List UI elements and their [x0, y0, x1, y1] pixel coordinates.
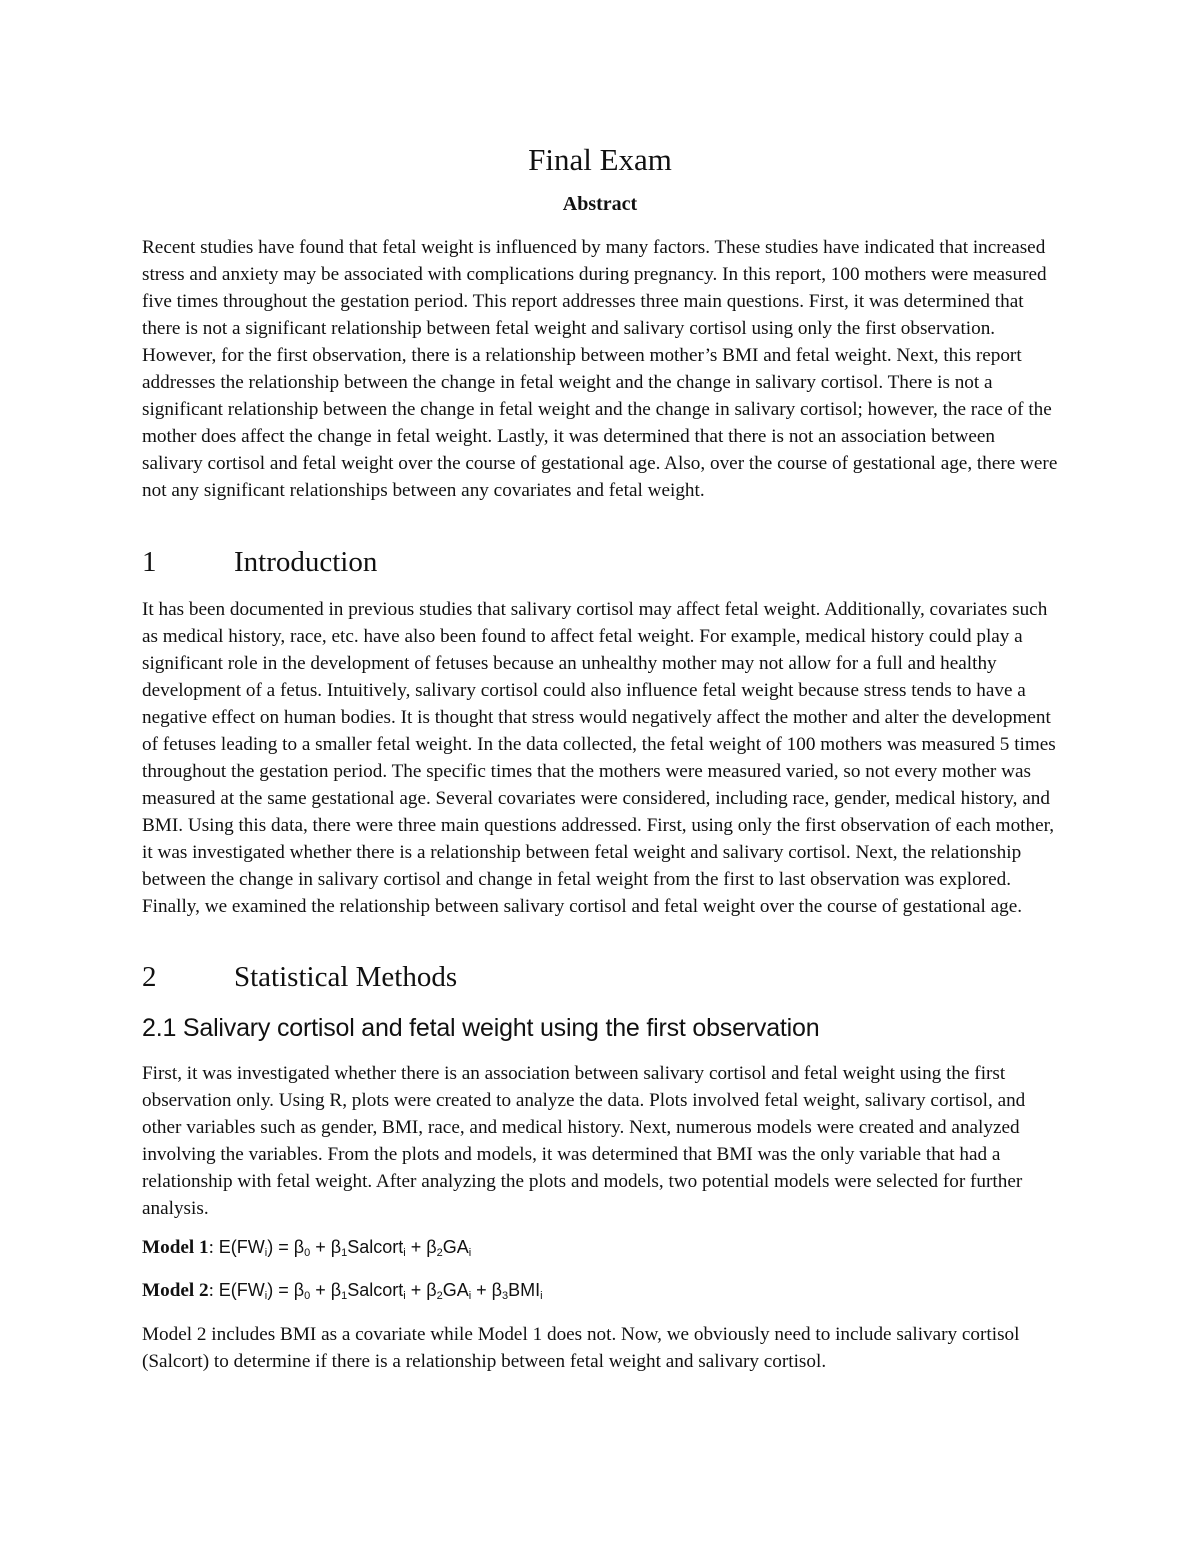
section-heading-introduction	[142, 546, 377, 579]
model-2-equation: Model 2: $E(FW_i) = \beta_0$ + $\beta_1Salcort_i + \beta_2GA_i + \beta_3BMI_i$	[142, 1280, 543, 1302]
abstract-heading: Abstract	[562, 193, 638, 215]
model-label: Model 1	[142, 1237, 209, 1258]
abstract-text: Recent studies have found that fetal weight is influenced by many factors. These studies have indicated that increased stress and anxiety may be associated with complications during pregnancy. In this report, 100 mothers were measured five times throughout the gestation period. This report addresses three main questions. First, it was determined that there is not a significant relationship between fetal weight and salivary cortisol using only the first observation. However, for the first observation, there is a relationship between mother’s BMI and fetal weight. Next, this report addresses the relationship between the change in fetal weight and the change in salivary cortisol. There is not a significant relationship between the change in fetal weight and the change in salivary cortisol; however, the race of the mother does affect the change in fetal weight. Lastly, it was determined that there is not an association between salivary cortisol and fetal weight over the course of gestational age. Also, over the course of gestational age, there were not any significant relationships between any covariates and fetal weight.	[142, 237, 1058, 501]
subsection-text: First, it was investigated whether there is an association between salivary cortisol and fetal weight using the first observation only. Using R, plots were created to analyze the data. Plots involved fetal weight, salivary cortisol, and other variables such as gender, BMI, race, and medical history. Next, numerous models were created and analyzed involving the variables. From the plots and models, it was determined that BMI was the only variable that had a relationship with fetal weight. After analyzing the plots and models, two potential models were selected for further analysis.	[142, 1063, 1026, 1219]
model-1-equation: Model 1: $E(FW_i) = \beta_0$ + $\beta_1Salcort_i + \beta_2GA_i$	[142, 1237, 472, 1259]
page-title: Final Exam	[528, 142, 672, 177]
section-number: 2	[142, 961, 157, 993]
section-title: Statistical Methods	[234, 961, 458, 993]
section-title: Introduction	[234, 546, 378, 578]
model-formula: $E(FW_i) = \beta_0$ + $\beta_1Salcort_i + \beta_2GA_i$	[218, 1237, 472, 1259]
closing-text: Model 2 includes BMI as a covariate while Model 1 does not. Now, we obviously need to include salivary cortisol (Salcort) to determine if there is a relationship between fetal weight and salivary cortisol.	[142, 1324, 1020, 1372]
model-label: Model 2	[142, 1280, 209, 1301]
section-heading-statistical-methods	[142, 961, 457, 994]
section-number: 1	[142, 546, 157, 578]
subsection-heading: 2.1 Salivary cortisol and fetal weight using the first observation	[142, 1014, 820, 1042]
introduction-text: It has been documented in previous studies that salivary cortisol may affect fetal weight. Additionally, covariates such as medical history, race, etc. have also been found to affect fetal weight. For example, medical history could play a significant role in the development of fetuses because an unhealthy mother may not allow for a full and healthy development of a fetus. Intuitively, salivary cortisol could also influence fetal weight because stress tends to have a negative effect on human bodies. It is thought that stress would negatively affect the mother and alter the development of fetuses leading to a smaller fetal weight. In the data collected, the fetal weight of 100 mothers was measured 5 times throughout the gestation period. The specific times that the mothers were measured varied, so not every mother was measured at the same gestational age. Several covariates were considered, including race, gender, medical history, and BMI. Using this data, there were three main questions addressed. First, using only the first observation of each mother, it was investigated whether there is a relationship between fetal weight and salivary cortisol. Next, the relationship between the change in salivary cortisol and change in fetal weight from the first to last observation was explored. Finally, we examined the relationship between salivary cortisol and fetal weight over the course of gestational age.	[142, 599, 1056, 917]
model-formula: $E(FW_i) = \beta_0$ + $\beta_1Salcort_i + \beta_2GA_i + \beta_3BMI_i$	[218, 1280, 543, 1302]
